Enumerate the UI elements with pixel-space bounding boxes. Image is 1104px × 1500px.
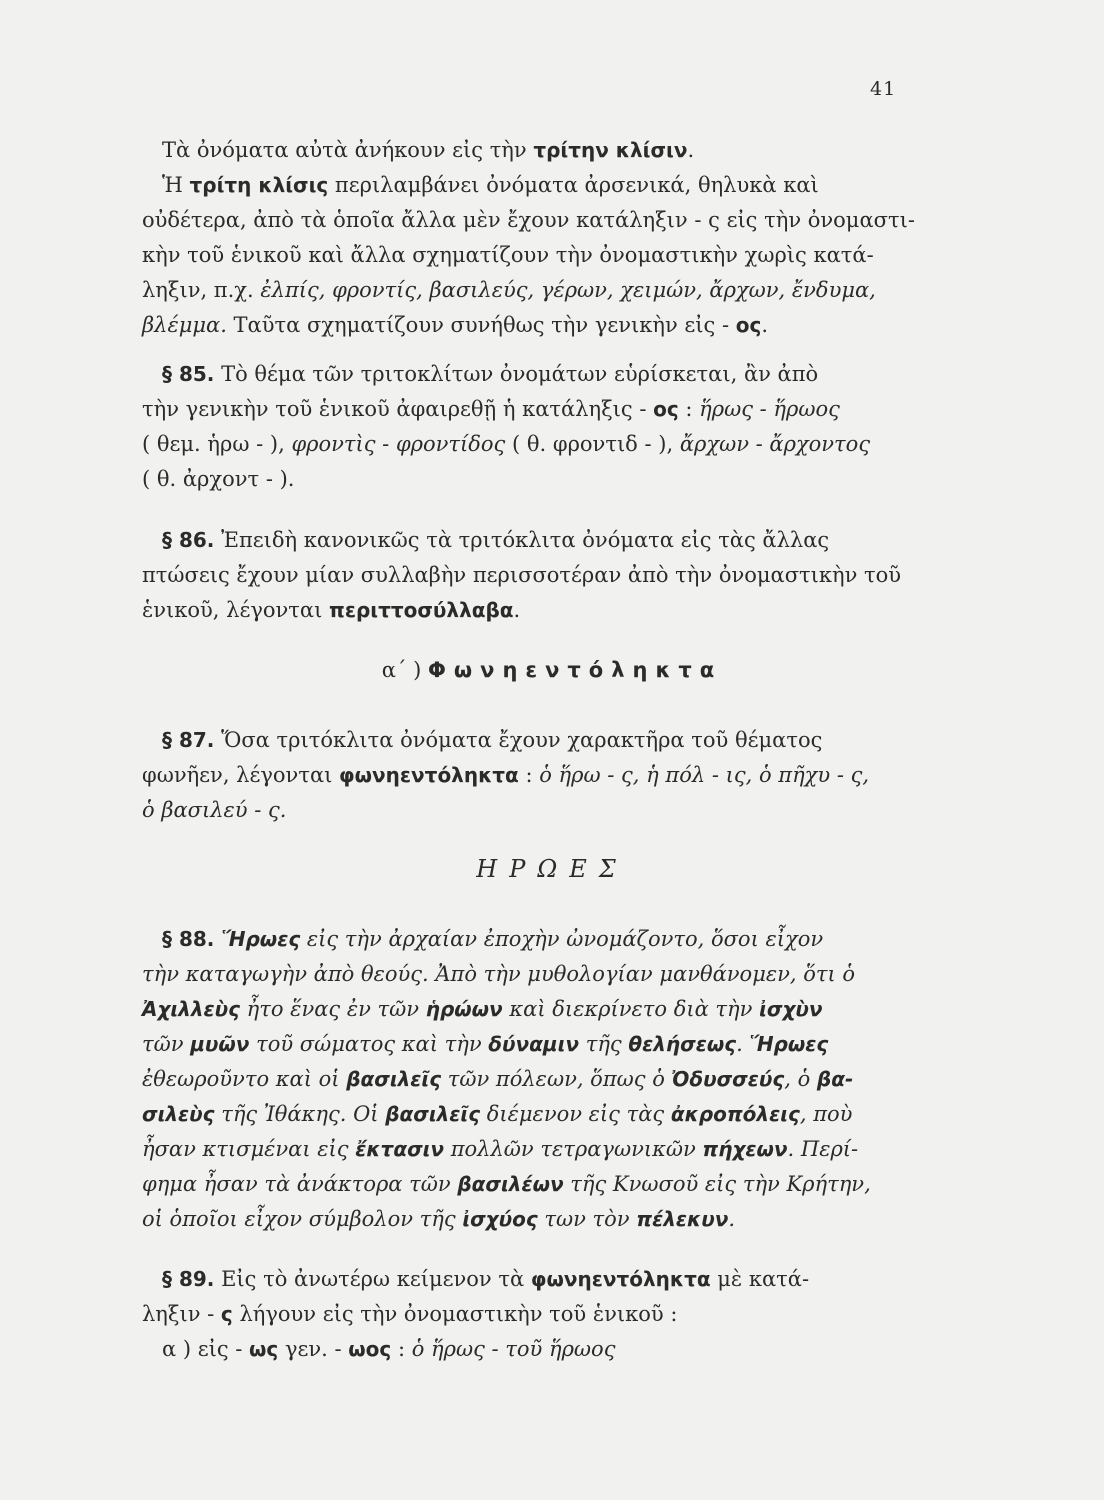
section-heading-vowel-stems: α΄ ) Φωνηεντόληκτα — [381, 658, 723, 682]
page-number: 41 — [870, 78, 897, 100]
section-number: § 85. — [162, 362, 215, 386]
paragraph-third-declension: Τὰ ὀνόματα αὐτὰ ἀνήκουν εἰς τὴν τρίτην κλίσιν. Ἡ τρίτη κλίσις περιλαμβάνει ὀνόματα ἀρσενικά, θηλυκὰ καὶ οὐδέτερα, ἀπὸ τὰ ὁποῖα ἄλλα μὲν ἔχουν κατάληξιν - ς εἰς τὴν ὀνομαστι- κὴν τοῦ ἑνικοῦ καὶ ἄλλα σχηματίζουν τὴν ὀνομαστικὴν χωρὶς κατά- ληξιν, π.χ. ἐλπίς, φροντίς, βασιλεύς, γέρων, χειμών, ἄρχων, ἔνδυμα, βλέμμα. Ταῦτα σχηματίζουν συνήθως τὴν γενικὴν εἰς - ος. — [142, 138, 915, 337]
section-number: § 88. — [162, 927, 215, 951]
section-number: § 86. — [162, 528, 215, 552]
section-87: § 87. Ὅσα τριτόκλιτα ὀνόματα ἔχουν χαρακτῆρα τοῦ θέματος φωνῆεν, λέγονται φωνηεντόληκτα : ὁ ἥρω - ς, ἡ πόλ - ις, ὁ πῆχυ - ς, ὁ βασιλεύ - ς. — [142, 728, 870, 822]
reading-title-heroes: ΗΡΩΕΣ — [476, 855, 628, 883]
section-89: § 89. Εἰς τὸ ἀνωτέρω κείμενον τὰ φωνηεντόληκτα μὲ κατά- ληξιν - ς λήγουν εἰς τὴν ὀνομαστικὴν τοῦ ἑνικοῦ : α ) εἰς - ως γεν. - ωος : ὁ ἥρως - τοῦ ἥρωος — [142, 1267, 810, 1361]
section-86: § 86. Ἐπειδὴ κανονικῶς τὰ τριτόκλιτα ὀνόματα εἰς τὰς ἄλλας πτώσεις ἔχουν μίαν συλλαβὴν περισσοτέραν ἀπὸ τὴν ὀνομαστικὴν τοῦ ἑνικοῦ, λέγονται περιττοσύλλαβα. — [142, 528, 902, 622]
section-88-reading: § 88. Ἥρωες εἰς τὴν ἀρχαίαν ἐποχὴν ὠνομάζοντο, ὅσοι εἶχον τὴν καταγωγὴν ἀπὸ θεούς. Ἀπὸ τὴν μυθολογίαν μανθάνομεν, ὅτι ὁ Ἀχιλλεὺς ἦτο ἕνας ἐν τῶν ἡρώων καὶ διεκρίνετο διὰ τὴν ἰσχὺν τῶν μυῶν τοῦ σώματος καὶ τὴν δύναμιν τῆς θελήσεως. Ἥρωες ἐθεωροῦντο καὶ οἱ βασιλεῖς τῶν πόλεων, ὅπως ὁ Ὀδυσσεύς, ὁ βα- σιλεὺς τῆς Ἰθάκης. Οἱ βασιλεῖς διέμενον εἰς τὰς ἀκροπόλεις, ποὺ ἦσαν κτισμέναι εἰς ἔκτασιν πολλῶν τετραγωνικῶν πήχεων. Περί- φημα ἦσαν τὰ ἀνάκτορα τῶν βασιλέων τῆς Κνωσοῦ εἰς τὴν Κρήτην, οἱ ὁποῖοι εἶχον σύμβολον τῆς ἰσχύος των τὸν πέλεκυν. — [142, 927, 871, 1231]
section-number: § 89. — [162, 1267, 215, 1291]
section-85: § 85. Τὸ θέμα τῶν τριτοκλίτων ὀνομάτων εὑρίσκεται, ἂν ἀπὸ τὴν γενικὴν τοῦ ἑνικοῦ ἀφαιρεθῇ ἡ κατάληξις - ος : ἥρως - ἥρωος ( θεμ. ἡρω - ), φροντὶς - φροντίδος ( θ. φροντιδ - ), ἄρχων - ἄρχοντος ( θ. ἀρχοντ - ). — [142, 362, 871, 491]
section-number: § 87. — [162, 728, 215, 752]
